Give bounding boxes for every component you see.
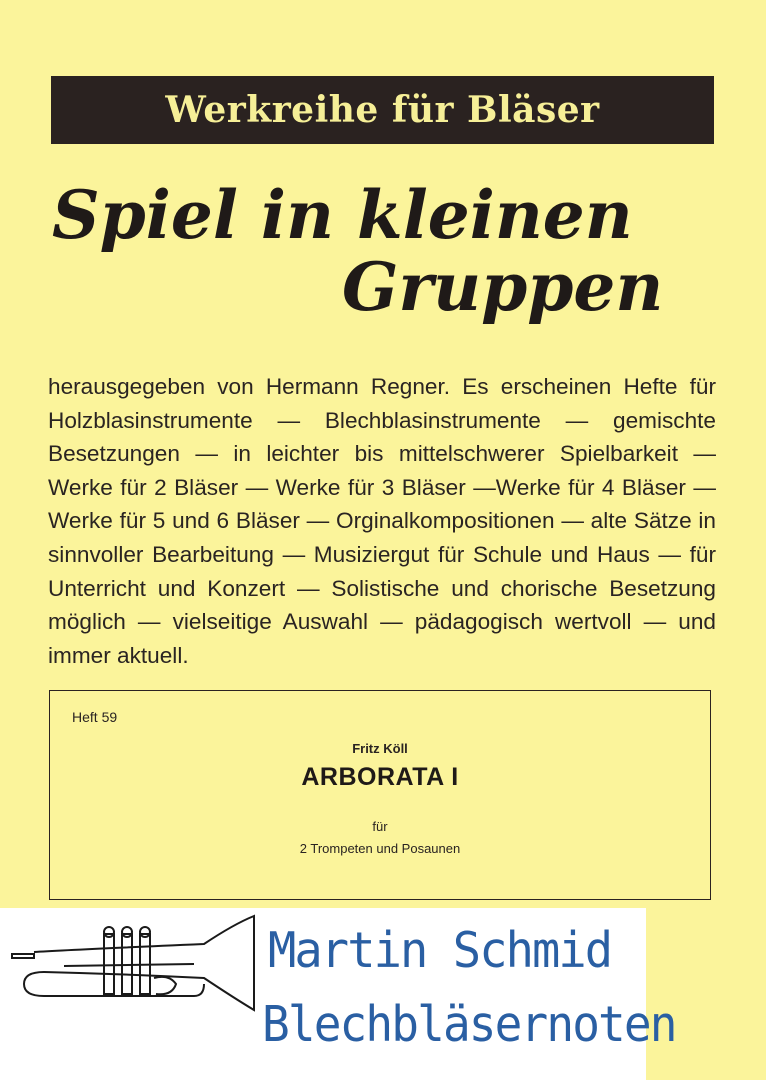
publisher-watermark	[0, 908, 676, 1080]
work-title: ARBORATA I	[301, 763, 459, 791]
publisher-name: Martin Schmid	[268, 922, 612, 979]
instrumentation: 2 Trompeten und Posaunen	[299, 841, 461, 856]
trumpet-icon	[4, 914, 266, 1012]
main-title-line1: Spiel in kleinen	[52, 176, 633, 254]
series-title: Werkreihe für Bläser	[165, 89, 600, 131]
cover-edge	[646, 908, 766, 1080]
issue-number: Heft 59	[72, 709, 118, 725]
main-title	[52, 176, 752, 326]
work-info-box	[49, 690, 711, 900]
composer-name: Fritz Köll	[352, 741, 408, 756]
main-title-line2: Gruppen	[342, 248, 664, 326]
series-banner	[51, 76, 714, 144]
publisher-tagline: Blechbläsernoten	[262, 996, 676, 1053]
for-label: für	[372, 819, 388, 834]
series-description: herausgegeben von Hermann Regner. Es erscheinen Hefte für Holzblasinstrumente — Blechblasinstrumente — gemischte Besetzungen — in leichter bis mittelschwerer Spielbarkeit — Werke für 2 Bläser — Werke für 3 Bläser —Werke für 4 Bläser — Werke für 5 und 6 Bläser — Orginalkompositionen — alte Sätze in sinnvoller Bearbeitung — Musiziergut für Schule und Haus — für Unterricht und Konzert — Solistische und chorische Besetzung möglich — vielseitige Auswahl — pädagogisch wertvoll — und immer aktuell.	[48, 374, 716, 668]
